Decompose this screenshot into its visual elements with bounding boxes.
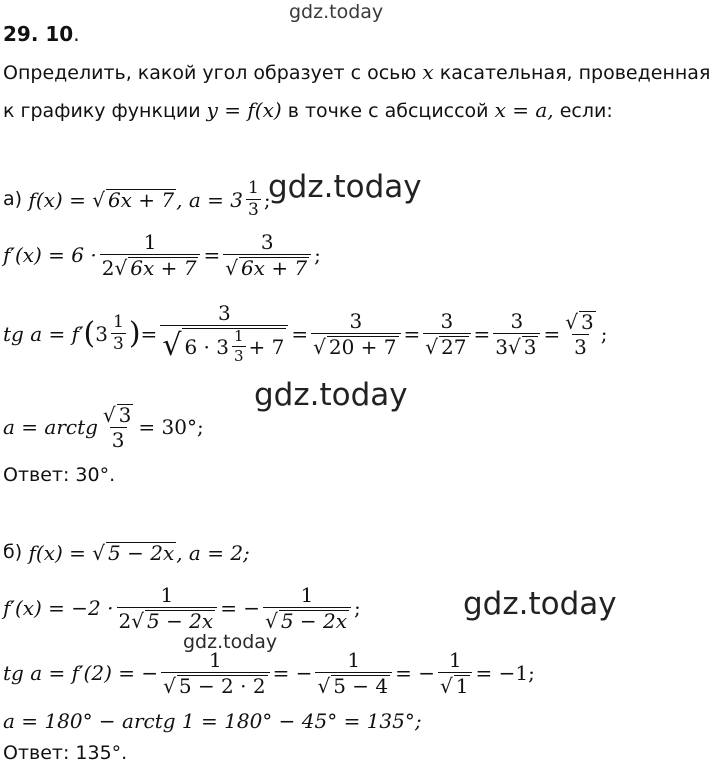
frac-den: 3 [111, 428, 125, 452]
sqrt-sign-icon: √ [162, 328, 182, 363]
den-radicand [182, 328, 286, 364]
problem-number-dot: . [73, 22, 80, 46]
part-a-tg [3, 303, 607, 364]
statement-text-2: к графику функции [3, 100, 201, 122]
frac-den: 3 [233, 347, 244, 365]
sqrt-sign-icon: √ [163, 674, 176, 698]
den-radicand: 3 [523, 334, 537, 359]
deriv-eq: = [203, 243, 221, 267]
sqrt-sign-icon: √ [440, 674, 453, 698]
tg-frac-1 [161, 650, 269, 696]
frac-den [161, 672, 269, 696]
frac-num [563, 311, 597, 334]
frac-den [315, 672, 392, 696]
tg-eq-5: = [543, 321, 561, 346]
part-b-line-1 [3, 542, 250, 563]
frac-num: 1 [143, 230, 157, 254]
num-radicand: 3 [118, 403, 132, 427]
deriv-end: ; [354, 596, 361, 620]
watermark-mid4: gdz.today [183, 631, 278, 653]
frac-den [160, 325, 288, 364]
frac-num: 1 [160, 583, 174, 607]
frac-num: 3 [349, 308, 363, 333]
frac-den [263, 607, 351, 631]
tg-frac-5 [563, 311, 597, 357]
tg-end: = −1; [475, 661, 535, 685]
frac-num: 1 [247, 178, 259, 198]
tg-frac-3 [423, 308, 470, 359]
den-radicand: 27 [441, 334, 467, 359]
frac-num: 1 [208, 648, 222, 672]
watermark-mid1: gdz.today [268, 169, 422, 205]
sqrt-sign-icon: √ [102, 403, 116, 427]
statement-var-x: x [422, 60, 434, 84]
den-part-a: 6 · 3 [184, 334, 229, 359]
sqrt-sign-icon: √ [425, 334, 439, 359]
watermark-mid3: gdz.today [463, 586, 617, 622]
statement-text-1b: касательная, проведенная [439, 62, 710, 84]
frac-den [100, 254, 201, 278]
frac-den: 3 [574, 334, 587, 359]
tg-eq-4: = [473, 321, 491, 346]
den-radicand: 20 + 7 [328, 334, 397, 359]
tg-eq-2: = − [272, 661, 313, 685]
frac-den [223, 254, 311, 278]
tg-lhs: tg a = f′ [3, 321, 84, 346]
sqrt-sign-icon: √ [317, 674, 331, 698]
frac-den [493, 333, 540, 357]
frac-den [423, 333, 470, 357]
part-a-end: ; [263, 187, 271, 212]
den-mixed-frac [232, 329, 246, 364]
paren-close: ) [128, 315, 141, 351]
problem-number-value: 29. 10 [3, 22, 74, 46]
frac-num: 3 [260, 230, 274, 254]
tg-frac-2 [315, 650, 392, 696]
den-radicand: 5 − 4 [333, 674, 389, 698]
frac-den: 3 [113, 334, 124, 354]
den-radicand: 5 − 2x [146, 609, 214, 633]
tg-frac-3 [438, 650, 472, 696]
deriv-frac-2 [223, 232, 311, 278]
deriv-frac-1 [100, 232, 201, 278]
deriv-lhs: f′(x) = 6 · [3, 243, 97, 267]
part-b-tg [3, 650, 535, 696]
part-b-derivative [3, 585, 361, 631]
tg-frac-2 [311, 308, 400, 359]
frac-num: 3 [510, 308, 524, 333]
arctg-lhs: a = arctg [3, 415, 98, 439]
arctg-frac [101, 404, 135, 450]
statement-text-2b: в точке с абсциссой [287, 100, 489, 122]
part-a-line-1 [3, 180, 271, 219]
statement-line-2 [3, 100, 613, 121]
frac-num: 1 [300, 583, 314, 607]
deriv-lhs: f′(x) = −2 · [3, 596, 114, 620]
den-coef: 2 [101, 256, 115, 280]
statement-text-1: Определить, какой угол образует с осью [3, 62, 417, 84]
sqrt-sign-icon: √ [92, 540, 106, 565]
sqrt-sign-icon: √ [508, 334, 521, 359]
sqrt-sign-icon: √ [114, 256, 128, 280]
frac-den [438, 672, 472, 696]
part-a-answer: Ответ: 30°. [3, 464, 116, 486]
problem-number [3, 24, 80, 44]
sqrt-sign-icon: √ [92, 187, 105, 212]
sqrt-sign-icon: √ [131, 609, 144, 633]
statement-func: y = f(x) [206, 98, 282, 122]
paren-open: ( [83, 315, 96, 351]
frac-den [117, 607, 218, 631]
tg-frac-4 [493, 308, 540, 359]
part-a-label: а) [3, 188, 23, 210]
tg-mixed-frac [111, 314, 126, 353]
sqrt-sign-icon: √ [265, 609, 278, 633]
den-radicand: 6x + 7 [240, 256, 308, 280]
sqrt-sign-icon: √ [565, 309, 578, 334]
frac-num: 3 [217, 301, 231, 325]
tg-eq-2: = [291, 321, 309, 346]
statement-text-2c: если: [559, 100, 613, 122]
den-coef: 2 [118, 609, 132, 633]
part-a-a-frac [246, 180, 261, 219]
part-b-answer: Ответ: 135°. [3, 742, 128, 764]
part-b-radicand: 5 − 2x [108, 541, 175, 565]
frac-den: 3 [247, 200, 259, 220]
part-a-derivative [3, 232, 321, 278]
part-b-func: f(x) = [28, 540, 86, 565]
part-b-label: б) [3, 541, 23, 563]
tg-lhs: tg a = f′(2) = − [3, 661, 159, 685]
sqrt-sign-icon: √ [225, 256, 238, 280]
tg-eq-3: = − [395, 661, 435, 685]
frac-num: 1 [233, 327, 244, 345]
part-b-a-def: , a = 2; [176, 540, 250, 565]
tg-eq-3: = [403, 321, 421, 346]
deriv-end: ; [314, 243, 321, 267]
watermark-top: gdz.today [289, 1, 384, 23]
tg-frac-1 [160, 303, 288, 364]
part-a-radicand: 6x + 7 [107, 188, 175, 212]
deriv-eq: = − [220, 596, 261, 620]
statement-line-1 [3, 62, 710, 83]
arctg-rhs: = 30°; [138, 415, 204, 439]
statement-eq: x = a, [494, 98, 554, 122]
part-a-arctg [3, 404, 204, 450]
frac-num [101, 404, 135, 427]
frac-num: 1 [113, 312, 124, 332]
tg-end: ; [600, 321, 608, 346]
part-a-a-def: , a = 3 [176, 187, 243, 212]
deriv-frac-2 [263, 585, 351, 631]
den-coef: 3 [495, 334, 508, 359]
num-radicand: 3 [581, 309, 594, 334]
deriv-frac-1 [117, 585, 218, 631]
sqrt-sign-icon: √ [313, 334, 326, 359]
den-radicand: 5 − 2 · 2 [178, 674, 266, 698]
part-b-arctg: a = 180° − arctg 1 = 180° − 45° = 135°; [3, 709, 422, 733]
den-radicand: 5 − 2x [280, 609, 348, 633]
frac-den [311, 333, 400, 357]
frac-num: 1 [347, 648, 361, 672]
den-part-b: + 7 [248, 334, 285, 359]
den-radicand: 6x + 7 [130, 256, 197, 280]
part-a-func: f(x) = [28, 187, 86, 212]
frac-num: 1 [448, 648, 462, 672]
tg-mixed-whole: 3 [95, 321, 108, 346]
watermark-mid2: gdz.today [254, 377, 408, 413]
tg-eq-1: = [140, 321, 158, 346]
frac-num: 3 [440, 308, 454, 333]
den-radicand: 1 [455, 674, 469, 698]
